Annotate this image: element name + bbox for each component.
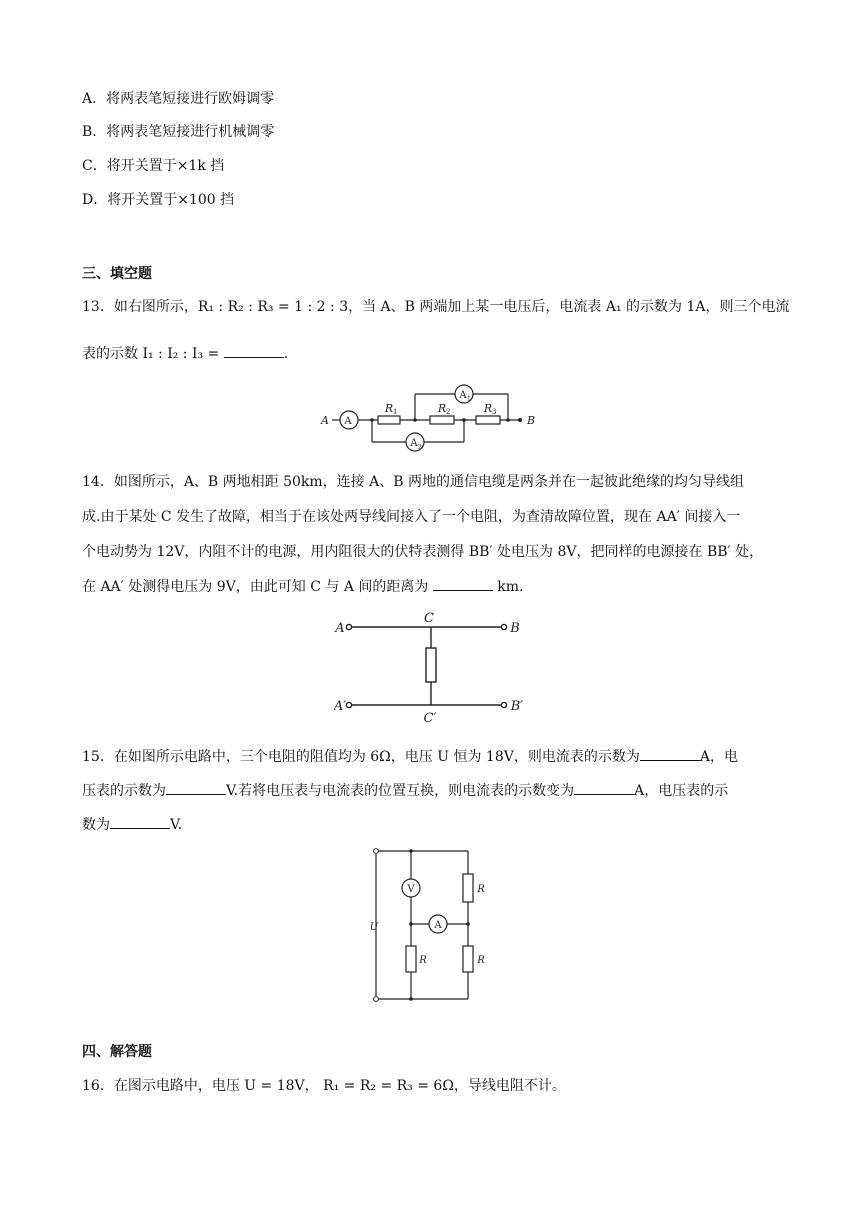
section-title-answer: 四、解答题 xyxy=(82,1044,152,1060)
section-title-fill-in: 三、填空题 xyxy=(82,266,152,282)
option-a: A．将两表笔短接进行欧姆调零 xyxy=(82,91,275,107)
q15-text-line2: 压表的示数为 V.若将电压表与电流表的位置互换，则电流表的示数变为 A，电压表的示 xyxy=(82,780,728,801)
label-r3-sub: 3 xyxy=(492,408,497,416)
label-r: R xyxy=(419,955,427,966)
label-u: U xyxy=(369,922,379,933)
q13-circuit-diagram xyxy=(318,378,540,454)
q13-answer-blank[interactable] xyxy=(224,343,284,358)
q14-cable-diagram xyxy=(334,610,544,722)
junction-dot xyxy=(370,418,374,422)
label-b-prime: B′ xyxy=(510,699,524,714)
junction-dot xyxy=(409,922,413,926)
junction-dot xyxy=(409,997,413,1001)
option-c: C．将开关置于×1k 挡 xyxy=(82,158,225,174)
label-c: C xyxy=(424,611,434,626)
q13-text-line2: 表的示数 I₁ : I₂ : I₃ = . xyxy=(82,343,288,364)
ammeter-label: A xyxy=(434,920,442,931)
junction-dot xyxy=(413,418,417,422)
q14-text-line3: 个电动势为 12V，内阻不计的电源，用内阻很大的伏特表测得 BB′ 处电压为 8V，把同样的电源接在 BB′ 处， xyxy=(82,544,764,560)
q15-text-line1: 15．在如图所示电路中，三个电阻的阻值均为 6Ω，电压 U 恒为 18V，则电流表的示数为 A，电 xyxy=(82,746,738,767)
label-r: R xyxy=(477,955,485,966)
label-a: A xyxy=(335,621,345,636)
terminal-a-prime xyxy=(346,702,351,707)
terminal-a xyxy=(346,624,351,629)
resistor-r3 xyxy=(476,416,500,424)
q15-voltmeter-blank[interactable] xyxy=(166,780,226,795)
voltmeter-label: V xyxy=(407,884,415,895)
option-d: D．将开关置于×100 挡 xyxy=(82,192,235,208)
terminal-top xyxy=(374,849,379,854)
label-r1-sub: 1 xyxy=(393,408,398,416)
ammeter-main-label: A xyxy=(344,416,352,427)
q14-answer-blank[interactable] xyxy=(433,576,493,591)
ammeter-a2-sub: 2 xyxy=(418,444,422,451)
ammeter-a2-label: A xyxy=(410,438,418,449)
q15-circuit-diagram xyxy=(362,846,502,1006)
label-r3: R xyxy=(483,402,493,415)
label-r2: R xyxy=(437,402,447,415)
q15-voltmeter-swapped-blank[interactable] xyxy=(110,814,170,829)
label-b: B xyxy=(510,621,520,636)
label-c-prime: C′ xyxy=(423,711,437,722)
label-a-prime: A′ xyxy=(334,699,347,714)
q15-ammeter-blank[interactable] xyxy=(640,746,700,761)
label-r: R xyxy=(477,884,485,895)
ammeter-a1-sub: 1 xyxy=(467,396,471,403)
label-r1: R xyxy=(384,402,394,415)
junction-dot xyxy=(466,922,470,926)
fault-resistor xyxy=(426,648,436,682)
q14-text-line2: 成.由于某处 C 发生了故障，相当于在该处两导线间接入了一个电阻，为查清故障位置，现在 AA′ 间接入一 xyxy=(82,509,741,525)
q15-ammeter-swapped-blank[interactable] xyxy=(574,780,634,795)
q14-text-line1: 14．如图所示，A、B 两地相距 50km，连接 A、B 两地的通信电缆是两条并在一起彼此绝缘的均匀导线组 xyxy=(82,474,744,490)
terminal-b-prime xyxy=(501,702,506,707)
resistor-top-right xyxy=(463,874,473,902)
resistor-bottom-right xyxy=(463,946,473,972)
label-a: A xyxy=(321,414,329,427)
junction-dot xyxy=(409,849,413,853)
label-b: B xyxy=(526,414,536,427)
ammeter-a1-label: A xyxy=(459,390,467,401)
resistor-r2 xyxy=(430,416,454,424)
option-b: B．将两表笔短接进行机械调零 xyxy=(82,124,275,140)
q15-text-line3: 数为 V. xyxy=(82,814,182,835)
resistor-bottom-left xyxy=(406,946,416,972)
terminal-b xyxy=(501,624,506,629)
junction-dot xyxy=(506,418,510,422)
q14-text-line4: 在 AA′ 处测得电压为 9V，由此可知 C 与 A 间的距离为 km. xyxy=(82,576,524,597)
terminal-bottom xyxy=(374,997,379,1002)
q16-text: 16．在图示电路中，电压 U = 18V， R₁ = R₂ = R₃ = 6Ω，导线电阻不计。 xyxy=(82,1078,566,1094)
label-r2-sub: 2 xyxy=(446,408,451,416)
junction-dot xyxy=(462,418,466,422)
q13-text-line1: 13．如右图所示，R₁ : R₂ : R₃ = 1 : 2 : 3，当 A、B 两端加上某一电压后，电流表 A₁ 的示数为 1A，则三个电流 xyxy=(82,299,790,315)
terminal-b xyxy=(518,418,522,422)
resistor-r1 xyxy=(378,416,400,424)
